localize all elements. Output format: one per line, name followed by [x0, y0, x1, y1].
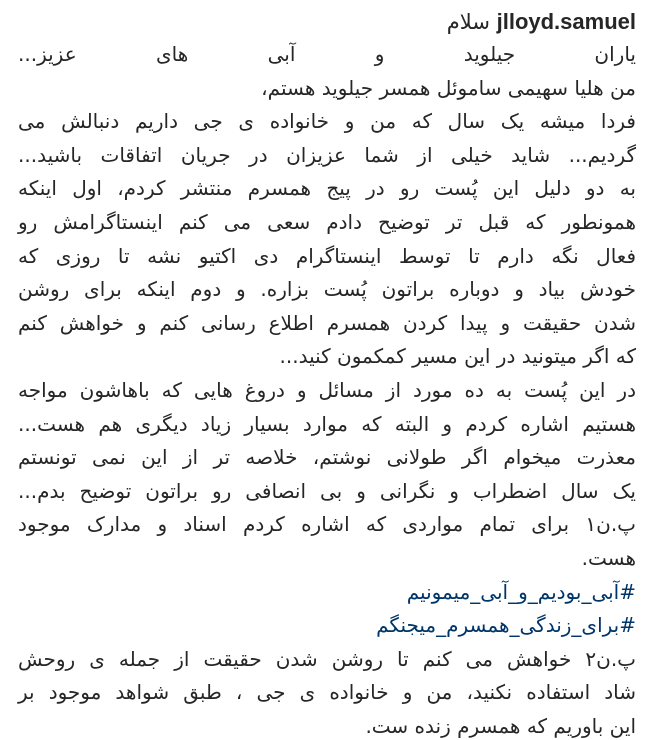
caption-header: [18, 6, 636, 38]
caption-line: من هلیا سهیمی ساموئل همسر جیلوید هستم،: [261, 75, 636, 100]
caption-line: همونطور که قبل تر توضیح دادم سعی می کنم اینستاگرامش رو: [18, 209, 636, 234]
caption-line: یک سال اضطراب و نگرانی و بی انصافی رو براتون توضیح بدم...: [18, 478, 636, 503]
caption-footer-line: پ.ن۲ خواهش می کنم تا روشن شدن حقیقت از جمله ی روحش: [18, 646, 636, 671]
caption-footer-line: این باوریم که همسرم زنده ست.: [365, 713, 636, 738]
caption-line: فعال نگه دارم تا توسط اینستاگرام دی اکتیو نشه تا روزی که: [18, 243, 636, 268]
caption-line: هستیم اشاره کردم و البته که موارد بسیار زیاد دیگری هم هست...: [18, 411, 636, 436]
hashtag-row: [18, 609, 636, 643]
caption-line: یاران جیلوید و آبی های عزیز...: [18, 42, 636, 66]
hashtag-link[interactable]: #برای_زندگی_همسرم_میجنگم: [376, 613, 636, 638]
caption-line: گردیم... شاید خیلی از شما عزیزان در جریان اتفاقات باشید...: [18, 142, 636, 167]
caption-line: به دو دلیل این پُست رو در پیج همسرم منتشر کردم، اول اینکه: [18, 176, 636, 201]
username-link[interactable]: jlloyd.samuel: [496, 9, 636, 34]
hashtag-link[interactable]: #آبی_بودیم_و_آبی_میمونیم: [406, 579, 636, 604]
caption-line: فردا میشه یک سال که من و خانواده ی جی داریم دنبالش می: [18, 109, 636, 134]
caption-line: هست.: [581, 545, 636, 570]
caption-line: در این پُست به ده مورد از مسائل و دروغ هایی که باهاشون مواجه: [18, 377, 636, 402]
caption-line: خودش بیاد و دوباره براتون پُست بزاره. و دوم اینکه برای روشن: [18, 277, 636, 302]
caption-line: معذرت میخوام اگر طولانی نوشتم، خلاصه تر از این نمی تونستم: [18, 445, 636, 470]
hashtag-row: [18, 576, 636, 610]
caption-line: شدن حقیقت و پیدا کردن همسرم اطلاع رسانی کنم و خواهش کنم: [18, 310, 636, 335]
greeting-text: سلام: [446, 10, 490, 34]
caption-line: که اگر میتونید در این مسیر کمکمون کنید...: [279, 344, 636, 369]
caption-line: پ.ن۱ برای تمام مواردی که اشاره کردم اسناد و مدارک موجود: [18, 512, 636, 537]
caption-footer-line: شاد استفاده نکنید، من و خانواده ی جی ، طبق شواهد موجود بر: [18, 680, 636, 705]
post-caption: [18, 6, 636, 740]
